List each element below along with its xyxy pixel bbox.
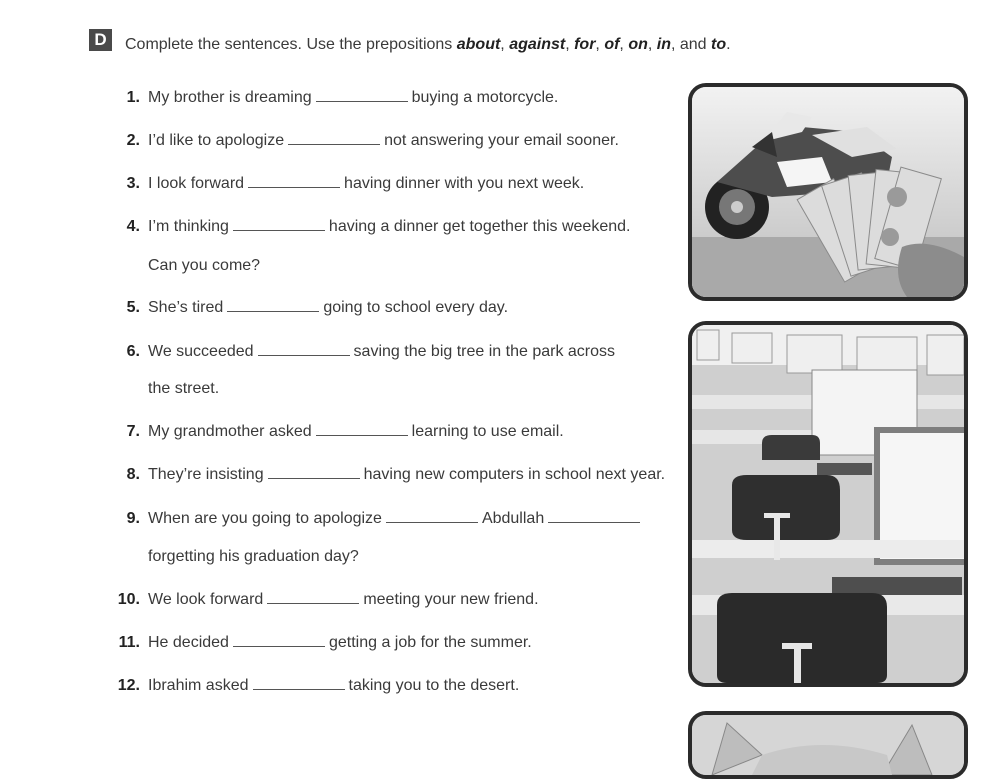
- item-text: I’m thinking having a dinner get together this weekend.: [148, 218, 631, 235]
- cat-photo: [688, 711, 968, 779]
- answer-blank[interactable]: [248, 186, 340, 188]
- item-number: 2.: [126, 132, 140, 149]
- item-number: 9.: [126, 510, 140, 527]
- item-text: My grandmother asked learning to use email.: [148, 423, 564, 440]
- instruction-text: Complete the sentences. Use the prepositions about, against, for, of, on, in, and to.: [125, 36, 731, 53]
- item-text-continued: Can you come?: [148, 257, 261, 274]
- item-text: He decided getting a job for the summer.: [148, 634, 532, 651]
- item-text: I’d like to apologize not answering your email sooner.: [148, 132, 619, 149]
- computer-lab-illustration: [692, 325, 964, 683]
- item-number: 6.: [126, 343, 140, 360]
- item-number: 11.: [118, 634, 140, 651]
- answer-blank[interactable]: [258, 354, 350, 356]
- item-text: She’s tired going to school every day.: [148, 299, 509, 316]
- cat-illustration: [692, 715, 964, 775]
- item-text-continued: the street.: [148, 380, 220, 397]
- item-number: 7.: [126, 423, 140, 440]
- item-number: 12.: [117, 677, 140, 694]
- answer-blank[interactable]: [227, 310, 319, 312]
- item-number: 3.: [126, 175, 140, 192]
- item-text: We look forward meeting your new friend.: [148, 591, 539, 608]
- item-text: When are you going to apologize Abdullah: [148, 510, 644, 528]
- answer-blank[interactable]: [253, 688, 345, 690]
- item-number: 4.: [126, 218, 140, 235]
- item-text: Ibrahim asked taking you to the desert.: [148, 677, 520, 694]
- answer-blank[interactable]: [316, 100, 408, 102]
- answer-blank[interactable]: [268, 477, 360, 479]
- item-number: 8.: [126, 466, 140, 483]
- answer-blank[interactable]: [386, 521, 478, 523]
- motorcycle-illustration: [692, 87, 964, 297]
- item-text: We succeeded saving the big tree in the park across: [148, 343, 616, 360]
- item-number: 1.: [126, 89, 140, 106]
- item-text: I look forward having dinner with you next week.: [148, 175, 585, 192]
- answer-blank-second[interactable]: [548, 521, 640, 523]
- answer-blank[interactable]: [233, 645, 325, 647]
- item-text: My brother is dreaming buying a motorcycle.: [148, 89, 559, 106]
- item-text: They’re insisting having new computers in school next year.: [148, 466, 666, 483]
- answer-blank[interactable]: [316, 434, 408, 436]
- item-number: 10.: [117, 591, 140, 608]
- answer-blank[interactable]: [267, 602, 359, 604]
- answer-blank[interactable]: [288, 143, 380, 145]
- answer-blank[interactable]: [233, 229, 325, 231]
- item-number: 5.: [126, 299, 140, 316]
- motorcycle-and-money-photo: [688, 83, 968, 301]
- item-text-continued: forgetting his graduation day?: [148, 548, 359, 565]
- section-badge: D: [89, 29, 112, 51]
- computer-lab-photo: [688, 321, 968, 687]
